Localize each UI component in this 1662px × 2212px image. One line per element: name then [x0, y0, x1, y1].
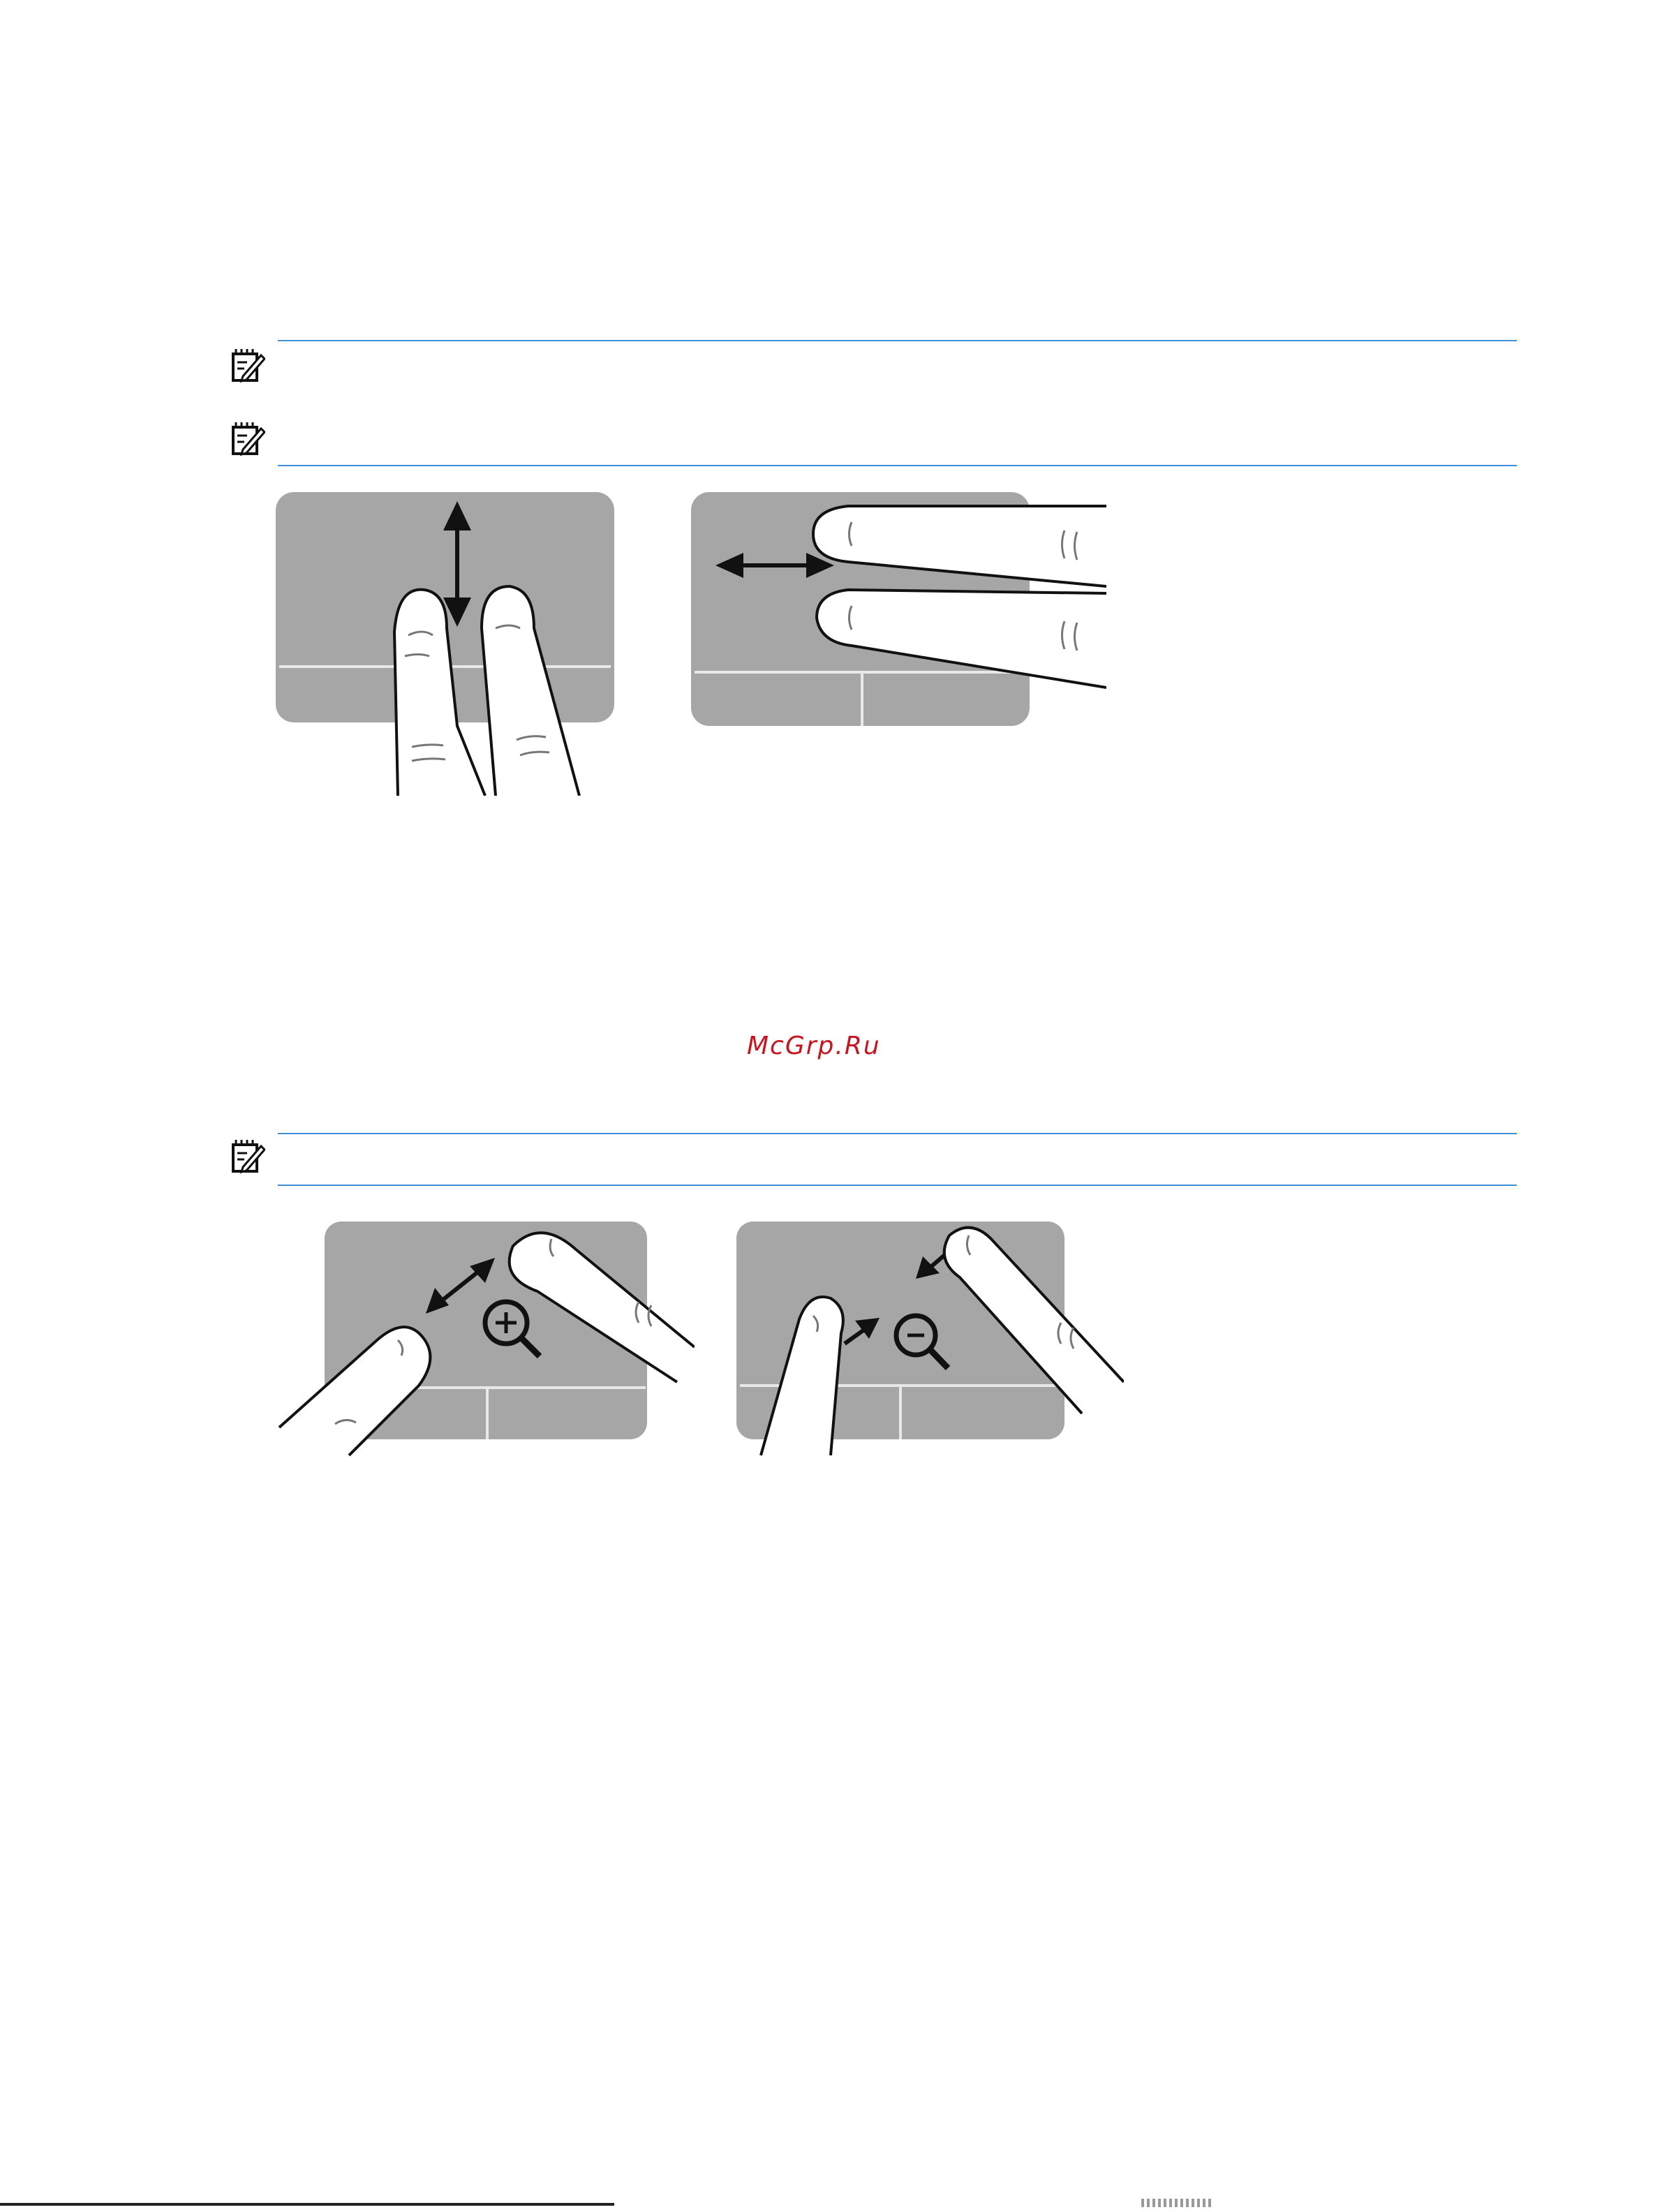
footer-rule: [0, 2203, 614, 2206]
pinch-zoom-out-illustration: [733, 1208, 1124, 1459]
note-top-rule-1: [278, 340, 1517, 341]
note-icon: [230, 347, 265, 383]
vertical-scroll-illustration: [272, 489, 621, 796]
note-bottom-rule-1: [278, 465, 1517, 466]
note-top-rule-2: [278, 1133, 1517, 1134]
horizontal-scroll-illustration: [688, 489, 1106, 733]
footer-mark: [1141, 2199, 1211, 2207]
watermark-text: McGrp.Ru: [747, 1032, 881, 1060]
pinch-zoom-in-illustration: [276, 1208, 695, 1459]
note-icon: [230, 420, 265, 456]
note-bottom-rule-2: [278, 1185, 1517, 1186]
note-icon: [230, 1138, 265, 1174]
